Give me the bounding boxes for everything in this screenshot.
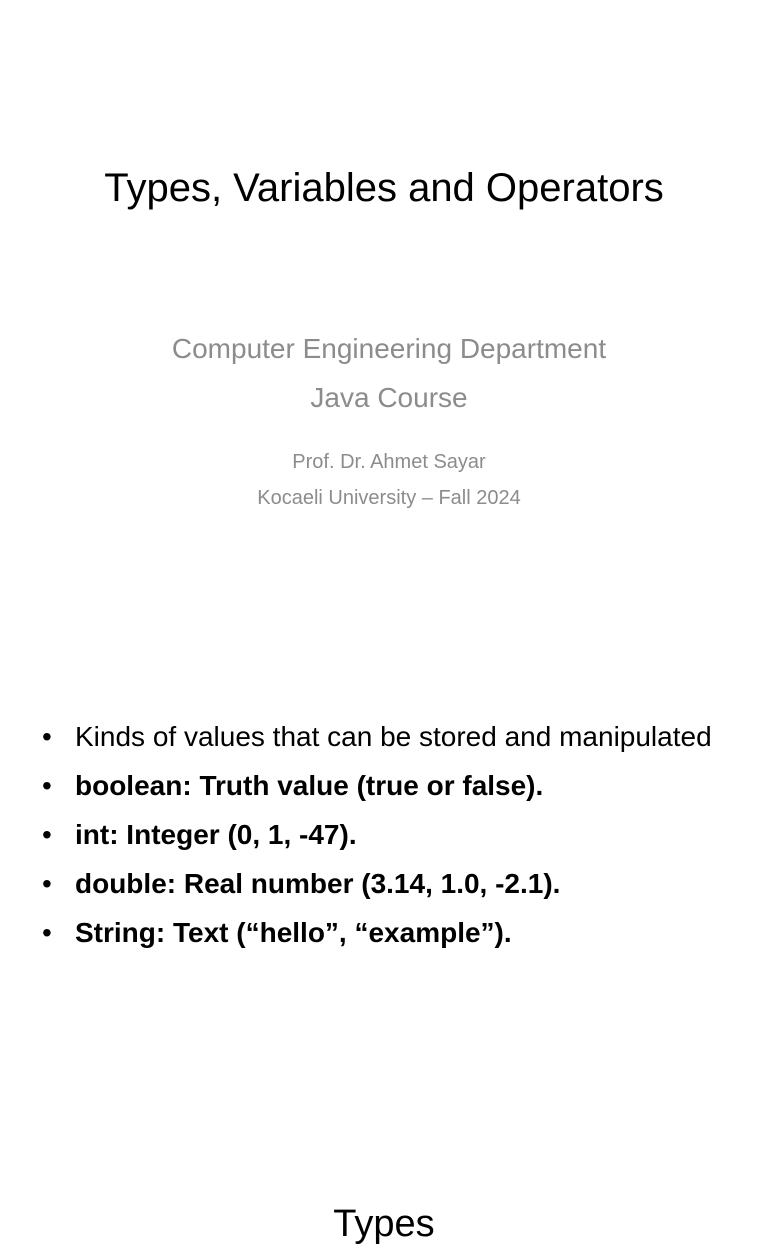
- bullet-icon: •: [42, 917, 52, 948]
- bullet-icon: •: [42, 819, 52, 850]
- types-slide-title: Types: [333, 1203, 435, 1245]
- bullet-item: [42, 716, 742, 758]
- bullet-text: Kinds of values that can be stored and manipulated: [75, 721, 712, 752]
- bullet-icon: •: [42, 868, 52, 899]
- bullet-text: boolean: Truth value (true or false).: [75, 770, 544, 801]
- bullet-item: [42, 863, 742, 905]
- bullet-text: String: Text (“hello”, “example”).: [75, 917, 512, 948]
- types-bullet-list: [42, 716, 742, 961]
- department-subtitle: Computer Engineering Department: [171, 333, 607, 364]
- bullet-item: [42, 814, 742, 856]
- slide-title: Types, Variables and Operators: [104, 166, 664, 210]
- bullet-icon: •: [42, 721, 52, 752]
- title-slide: [0, 0, 768, 576]
- institution-term: Kocaeli University – Fall 2024: [257, 487, 521, 509]
- bullet-item: [42, 765, 742, 807]
- bullet-text: int: Integer (0, 1, -47).: [75, 819, 357, 850]
- bullet-item: [42, 912, 742, 954]
- course-subtitle: Java Course: [310, 382, 468, 413]
- bullet-text: double: Real number (3.14, 1.0, -2.1).: [75, 868, 561, 899]
- author-name: Prof. Dr. Ahmet Sayar: [292, 451, 486, 473]
- bullet-icon: •: [42, 770, 52, 801]
